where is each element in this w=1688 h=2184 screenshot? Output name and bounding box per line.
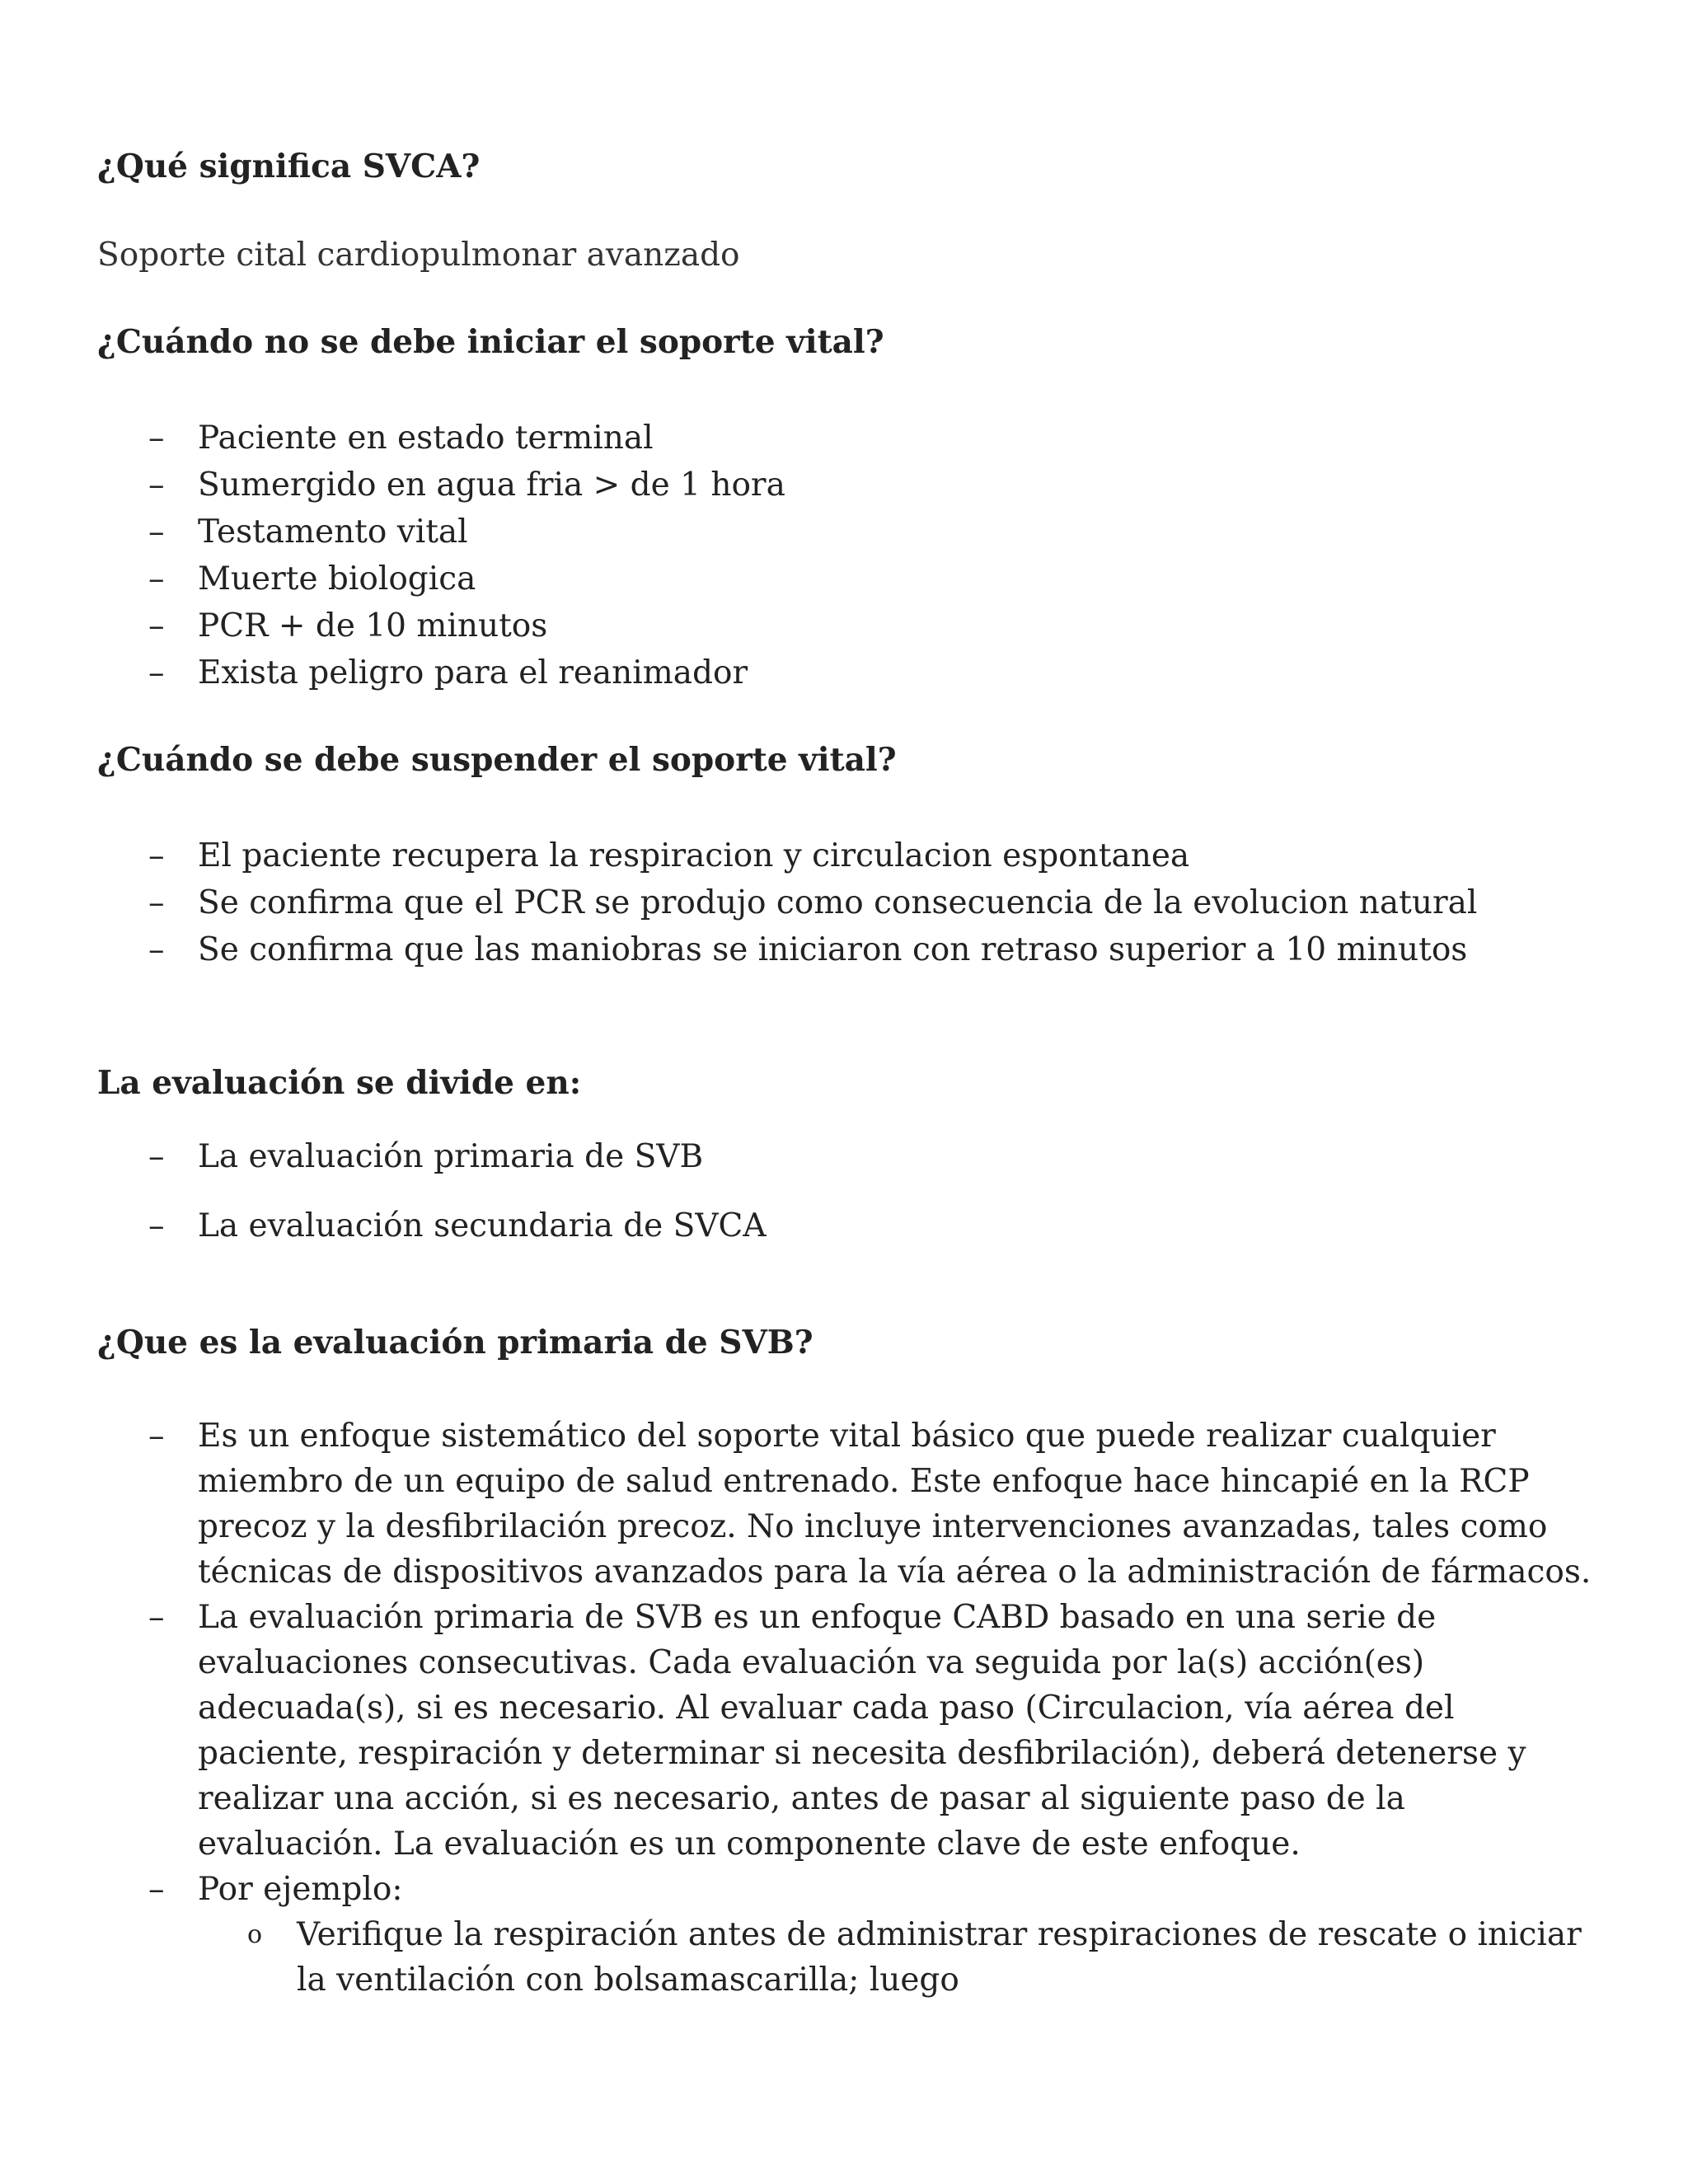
heading-when-suspend: ¿Cuándo se debe suspender el soporte vital? [97, 741, 897, 779]
list-when-suspend [0, 832, 1477, 973]
primary-svb-section [0, 1413, 1599, 2003]
heading-what-is-svca: ¿Qué significa SVCA? [97, 148, 481, 185]
list-item-text: Es un enfoque sistemático del soporte vital básico que puede realizar cualquier miembro de un equipo de salud entrenado. Este enfoque hace hincapié en la RCP precoz y la desfibrilación precoz. No incluye intervenciones avanzadas, tales como técnicas de dispositivos avanzados para la vía aérea o la administración de fármacos. [198, 1418, 1592, 1591]
list-item-text: La evaluación secundaria de SVCA [198, 1207, 767, 1244]
list-item-text: La evaluación primaria de SVB es un enfoque CABD basado en una serie de evaluaciones consecutivas. Cada evaluación va seguida por la(s) acción(es) adecuada(s), si es necesario. Al evaluar cada paso (Circulacion, vía aérea del paciente, respiración y determinar si necesita desfibrilación), deberá detenerse y realizar una acción, si es necesario, antes de pasar al siguiente paso de la evaluación. La evaluación es un componente clave de este enfoque. [198, 1599, 1526, 1863]
dash-bullet: – [148, 1207, 165, 1244]
list-item [0, 1595, 1599, 1867]
heading-what-is-primary-svb: ¿Que es la evaluación primaria de SVB? [97, 1324, 814, 1361]
list-item-text: Testamento vital [198, 513, 468, 551]
list-item [0, 509, 785, 555]
dash-bullet: – [148, 654, 165, 691]
dash-bullet: – [148, 513, 165, 551]
list-item [0, 879, 1477, 926]
list-item [0, 602, 785, 649]
list-item-text: Por ejemplo: [198, 1871, 403, 1908]
dash-bullet: – [148, 1599, 165, 1636]
dash-bullet: – [148, 884, 165, 921]
list-item-text: Se confirma que las maniobras se iniciaron con retraso superior a 10 minutos [198, 931, 1468, 968]
list-item [0, 649, 785, 696]
list-item [0, 555, 785, 602]
answer-svca: Soporte cital cardiopulmonar avanzado [97, 237, 740, 274]
list-item [0, 832, 1477, 879]
dash-bullet: – [148, 419, 165, 457]
dash-bullet: – [148, 837, 165, 874]
dash-bullet: – [148, 607, 165, 644]
list-item [0, 1202, 767, 1272]
sub-list-item-text: Verifique la respiración antes de administrar respiraciones de rescate o iniciar la ventilación con bolsamascarilla; luego [297, 1916, 1582, 1999]
list-item-text: Paciente en estado terminal [198, 419, 654, 457]
dash-bullet: – [148, 560, 165, 598]
dash-bullet: – [148, 1871, 165, 1908]
list-item-text: Exista peligro para el reanimador [198, 654, 748, 691]
list-item-text: La evaluación primaria de SVB [198, 1138, 704, 1175]
list-item-text: El paciente recupera la respiracion y circulacion espontanea [198, 837, 1190, 874]
list-item [0, 1867, 1599, 1912]
dash-bullet: – [148, 466, 165, 504]
list-evaluation-divides [0, 1133, 767, 1272]
circle-bullet: o [247, 1920, 263, 1949]
list-item-text: Sumergido en agua fria > de 1 hora [198, 466, 785, 504]
list-item-text: PCR + de 10 minutos [198, 607, 548, 644]
list-item [0, 1133, 767, 1202]
list-item [0, 926, 1477, 973]
list-when-not-start [0, 415, 785, 696]
dash-bullet: – [148, 1138, 165, 1175]
dash-bullet: – [148, 931, 165, 968]
list-item [0, 1413, 1599, 1595]
list-item [0, 462, 785, 509]
list-item-text: Muerte biologica [198, 560, 476, 598]
list-item [0, 415, 785, 462]
sub-list-item [0, 1912, 1599, 2003]
list-item-text: Se confirma que el PCR se produjo como consecuencia de la evolucion natural [198, 884, 1478, 921]
heading-when-not-start: ¿Cuándo no se debe iniciar el soporte vital? [97, 323, 884, 361]
heading-evaluation-divides: La evaluación se divide en: [97, 1064, 582, 1102]
dash-bullet: – [148, 1418, 165, 1455]
